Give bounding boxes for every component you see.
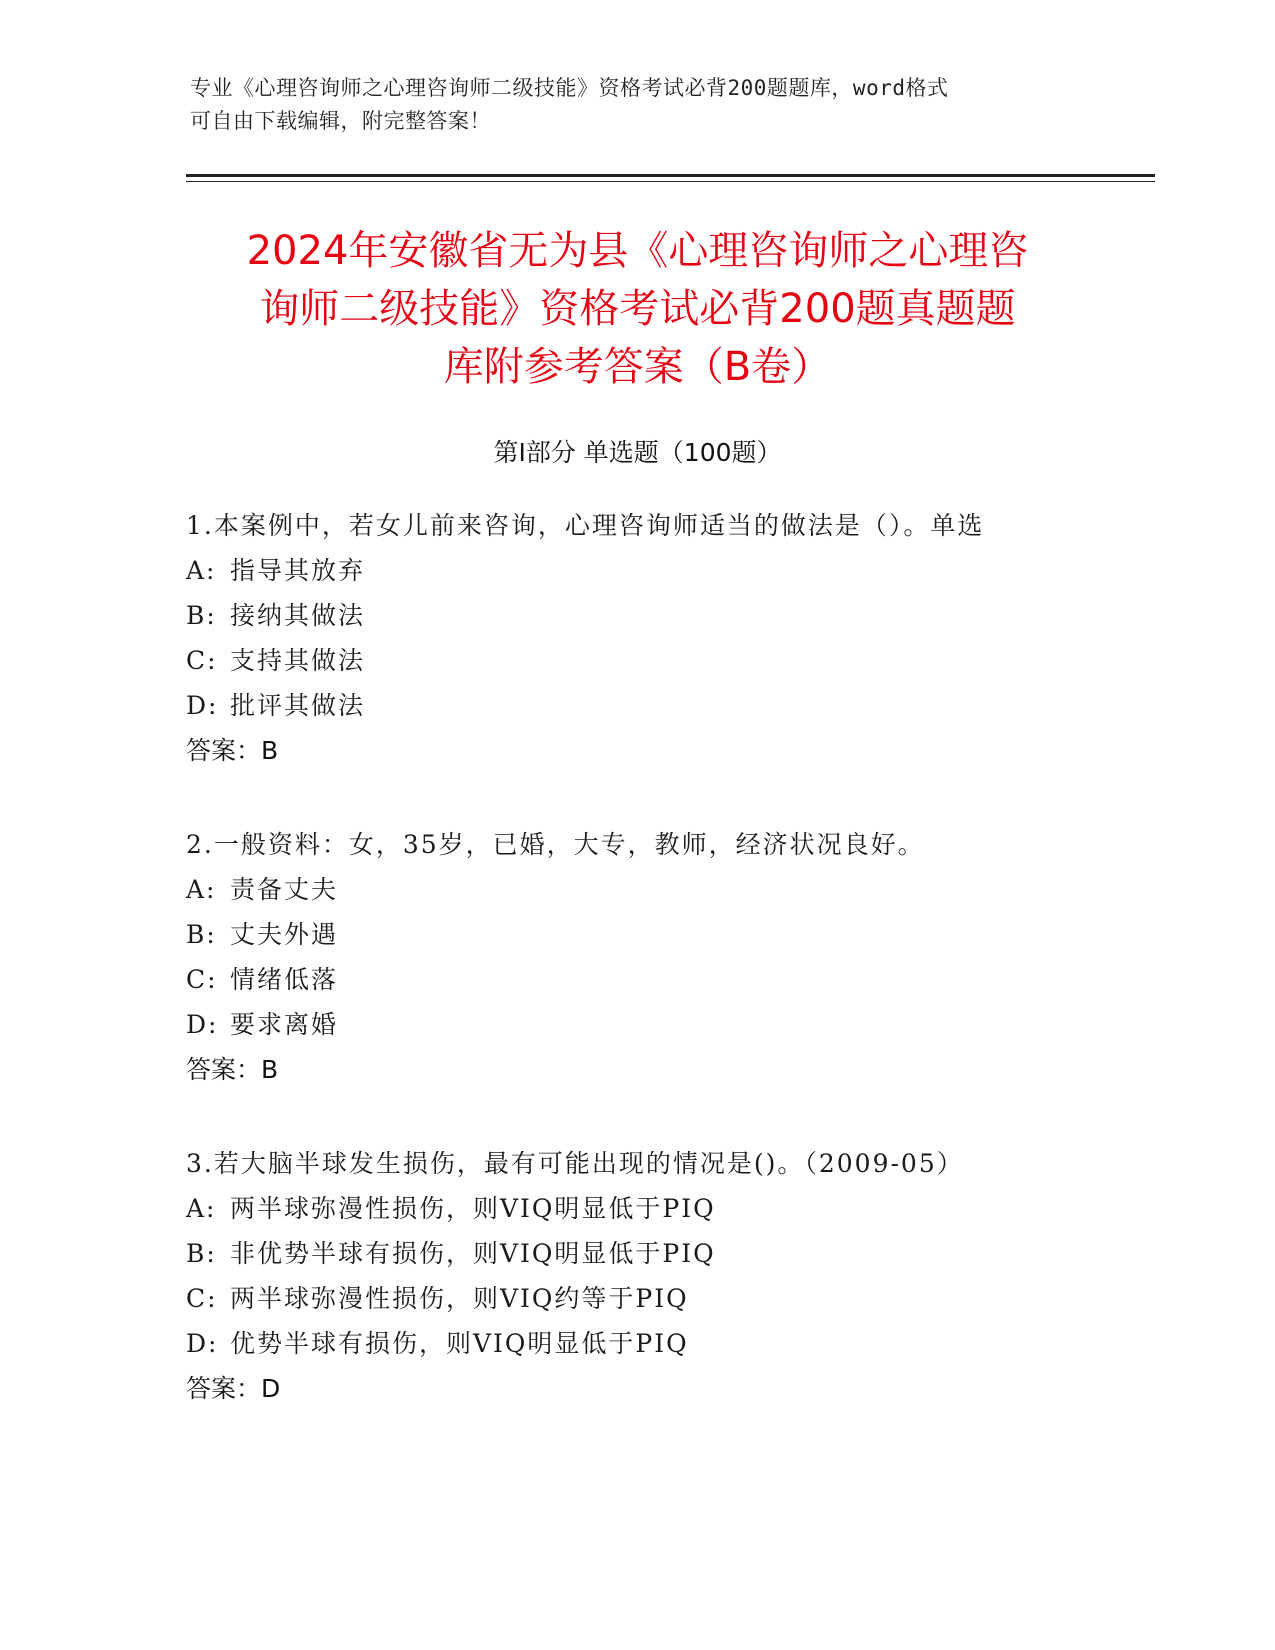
option-key: B:	[186, 920, 217, 949]
question-item	[186, 822, 1146, 1092]
option-b	[186, 912, 1146, 957]
option-a	[186, 1186, 1146, 1231]
option-text: 责备丈夫	[230, 875, 339, 904]
option-key: A:	[186, 1194, 217, 1223]
option-text: 两半球弥漫性损伤，则VIQ明显低于PIQ	[230, 1194, 716, 1223]
option-key: D:	[186, 1010, 219, 1039]
option-d	[186, 683, 1146, 728]
option-text: 支持其做法	[230, 646, 366, 675]
header-note-line: 可自由下载编辑，附完整答案！	[190, 109, 491, 133]
option-key: D:	[186, 691, 219, 720]
section-heading: 第Ⅰ部分 单选题（100题）	[493, 438, 782, 467]
header-note	[190, 72, 1090, 138]
option-key: A:	[186, 556, 217, 585]
option-key: B:	[186, 1239, 217, 1268]
option-key: B:	[186, 601, 217, 630]
header-divider-thick	[186, 174, 1155, 177]
answer-line: 答案：B	[186, 1055, 279, 1084]
option-text: 两半球弥漫性损伤，则VIQ约等于PIQ	[230, 1284, 689, 1313]
question-item	[186, 503, 1146, 773]
answer-line: 答案：D	[186, 1374, 281, 1403]
option-text: 丈夫外遇	[230, 920, 339, 949]
option-a	[186, 548, 1146, 593]
option-text: 指导其放弃	[230, 556, 366, 585]
option-text: 要求离婚	[230, 1010, 339, 1039]
option-key: C:	[186, 965, 218, 994]
header-note-line: 专业《心理咨询师之心理咨询师二级技能》资格考试必背200题题库，word格式	[190, 76, 949, 100]
question-stem: 3.若大脑半球发生损伤，最有可能出现的情况是()。（2009-05）	[186, 1149, 964, 1178]
option-c	[186, 1276, 1146, 1321]
question-item	[186, 1141, 1146, 1411]
document-title-line: 2024年安徽省无为县《心理咨询师之心理咨	[246, 228, 1029, 274]
option-d	[186, 1321, 1146, 1366]
document-title-line: 询师二级技能》资格考试必背200题真题题	[259, 286, 1016, 332]
option-key: C:	[186, 646, 218, 675]
header-divider-thin	[186, 181, 1155, 182]
question-stem: 1.本案例中，若女儿前来咨询，心理咨询师适当的做法是（）。单选	[186, 511, 985, 540]
option-key: A:	[186, 875, 217, 904]
option-b	[186, 593, 1146, 638]
option-b	[186, 1231, 1146, 1276]
option-c	[186, 638, 1146, 683]
option-a	[186, 867, 1146, 912]
option-key: D:	[186, 1329, 219, 1358]
answer-line: 答案：B	[186, 736, 279, 765]
option-c	[186, 957, 1146, 1002]
option-d	[186, 1002, 1146, 1047]
option-text: 批评其做法	[230, 691, 366, 720]
option-text: 非优势半球有损伤，则VIQ明显低于PIQ	[230, 1239, 716, 1268]
document-title-line: 库附参考答案（B卷）	[443, 344, 832, 390]
option-key: C:	[186, 1284, 218, 1313]
option-text: 接纳其做法	[230, 601, 366, 630]
document-title	[160, 222, 1115, 396]
option-text: 优势半球有损伤，则VIQ明显低于PIQ	[230, 1329, 689, 1358]
option-text: 情绪低落	[230, 965, 339, 994]
question-stem: 2.一般资料：女，35岁，已婚，大专，教师，经济状况良好。	[186, 830, 925, 859]
